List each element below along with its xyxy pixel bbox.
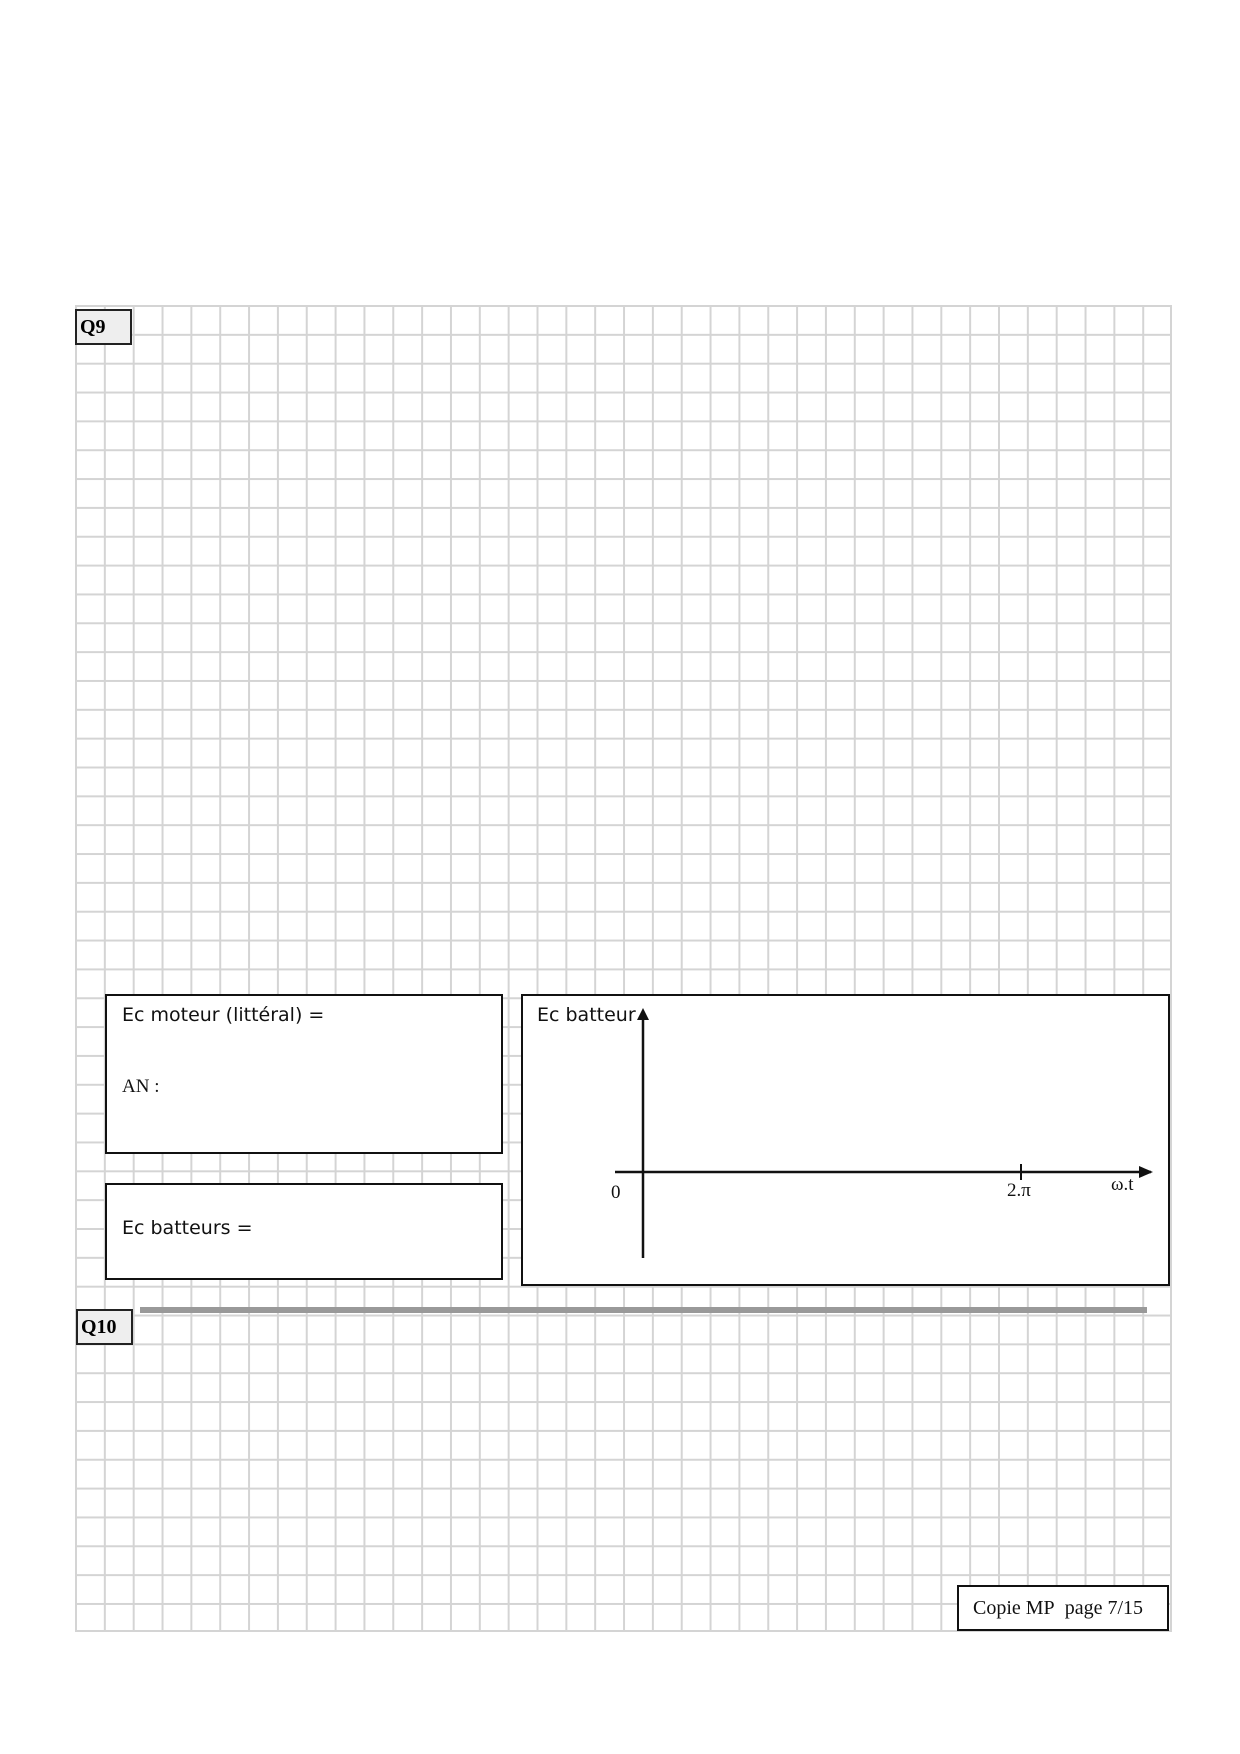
x-axis-label: ω.t [1111,1174,1134,1195]
ec-batteur-graph-box[interactable] [521,994,1170,1286]
ec-batteurs-answer-box[interactable] [105,1183,503,1280]
ec-batteurs-label: Ec batteurs = [122,1217,253,1239]
x-axis-arrow [1139,1166,1153,1178]
graph-title: Ec batteur [537,1004,636,1026]
tick-label-2pi: 2.π [1007,1180,1031,1201]
origin-label: 0 [611,1182,621,1203]
section-separator [140,1307,1147,1313]
page-footer [957,1585,1169,1631]
copy-label: Copie MP [973,1596,1055,1619]
page-number: page 7/15 [1064,1596,1143,1619]
ec-batteur-axes [523,996,1168,1284]
question-10-label: Q10 [76,1309,133,1345]
y-axis-arrow [637,1008,649,1020]
ec-moteur-answer-box[interactable] [105,994,503,1154]
an-label: AN : [122,1076,160,1097]
graph-paper-grid [75,305,1172,1632]
question-9-label: Q9 [75,309,132,345]
ec-moteur-label: Ec moteur (littéral) = [122,1004,325,1026]
